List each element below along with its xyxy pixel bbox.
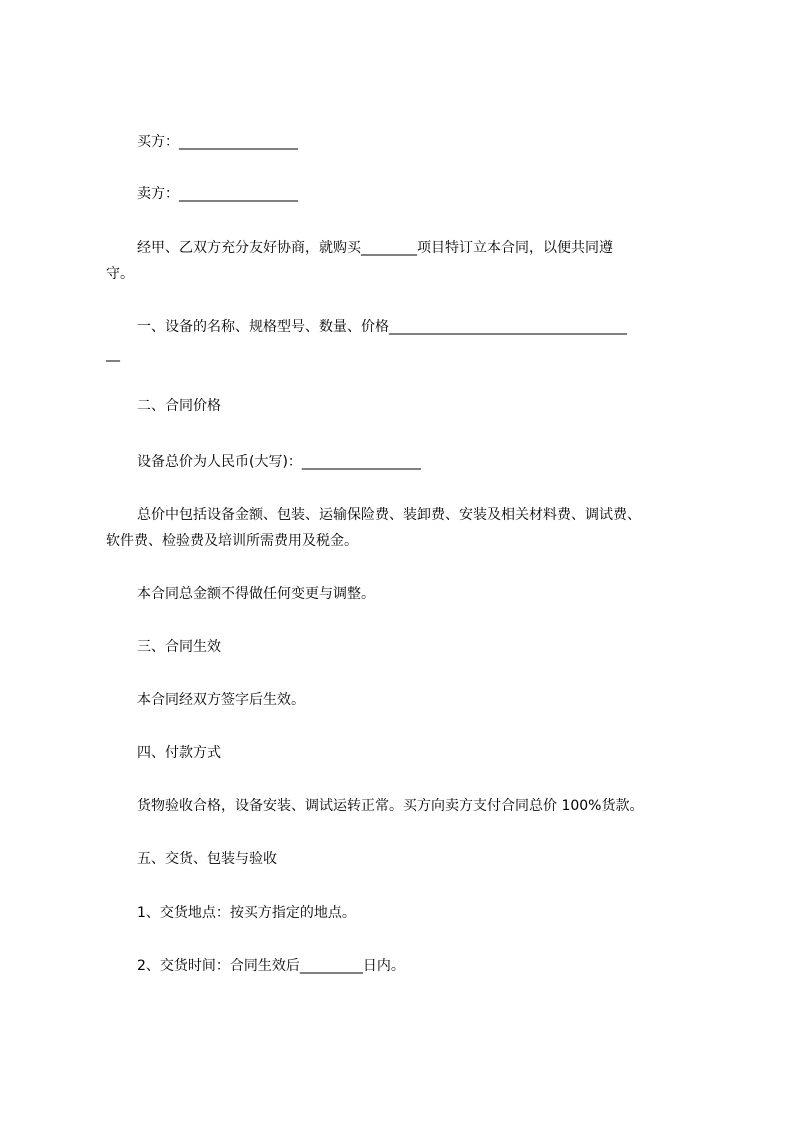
price-included-line-1: 总价中包括设备金额、包装、运输保险费、装卸费、安装及相关材料费、调试费、 [137,507,641,523]
total-price-line: 设备总价为人民币(大写)：_________________ [137,454,421,470]
section-1-line-2: __ [106,346,120,362]
seller-line: 卖方：_________________ [137,186,298,202]
no-change-line: 本合同总金额不得做任何变更与调整。 [137,586,375,602]
intro-paragraph-line-1: 经甲、乙双方充分友好协商，就购买________项目特订立本合同，以便共同遵 [137,240,613,256]
buyer-line: 买方：_________________ [137,134,298,150]
price-included-line-2: 软件费、检验费及培训所需费用及税金。 [106,533,358,549]
section-5-title: 五、交货、包装与验收 [137,851,277,867]
effective-line: 本合同经双方签字后生效。 [137,692,305,708]
section-4-title: 四、付款方式 [137,745,221,761]
section-2-title: 二、合同价格 [137,398,221,414]
delivery-place-line: 1、交货地点：按买方指定的地点。 [137,905,356,921]
section-3-title: 三、合同生效 [137,639,221,655]
delivery-time-line: 2、交货时间：合同生效后_________日内。 [137,958,405,974]
section-1-line-1: 一、设备的名称、规格型号、数量、价格__________________________________ [137,319,627,335]
intro-paragraph-line-2: 守。 [106,266,134,282]
payment-line: 货物验收合格，设备安装、调试运转正常。买方向卖方支付合同总价 100%货款。 [137,798,644,814]
